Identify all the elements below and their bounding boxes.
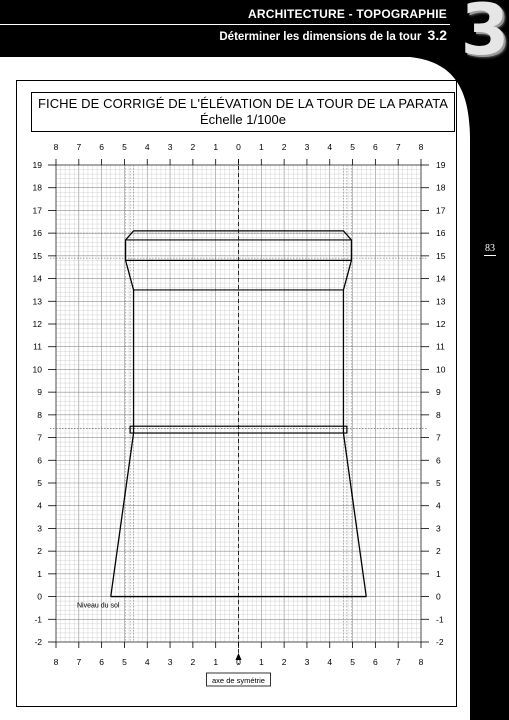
x-tick-label-bottom: 3 <box>167 657 173 667</box>
sheet-scale: Échelle 1/100e <box>199 112 286 127</box>
y-tick-label-right: 4 <box>436 500 441 511</box>
y-tick-label-left: 17 <box>32 205 42 216</box>
x-tick-label-top: 7 <box>76 142 82 152</box>
header-category: ARCHITECTURE - TOPOGRAPHIE <box>248 7 447 21</box>
x-tick-label-bottom: 7 <box>395 657 401 667</box>
y-tick-label-left: 3 <box>37 523 42 534</box>
y-tick-label-left: 9 <box>37 387 42 398</box>
x-tick-label-top: 1 <box>258 142 264 152</box>
y-tick-label-left: 11 <box>33 341 42 352</box>
y-tick-label-left: 16 <box>32 228 42 239</box>
x-tick-label-bottom: 2 <box>190 657 196 667</box>
x-tick-label-bottom: 7 <box>76 657 82 667</box>
y-tick-label-left: -2 <box>34 637 42 647</box>
x-tick-label-bottom: 5 <box>350 657 355 667</box>
y-tick-label-left: 19 <box>32 160 42 170</box>
y-tick-label-left: -1 <box>34 614 42 625</box>
y-tick-label-left: 13 <box>32 296 42 307</box>
y-tick-label-right: 16 <box>436 228 446 239</box>
x-tick-label-bottom: 4 <box>327 657 333 667</box>
y-tick-label-right: 14 <box>436 273 446 284</box>
x-tick-label-bottom: 1 <box>258 657 264 667</box>
y-tick-label-left: 1 <box>37 568 42 579</box>
y-tick-label-right: 5 <box>436 478 441 488</box>
x-tick-label-bottom: 3 <box>304 657 310 667</box>
x-tick-label-bottom: 8 <box>418 657 424 667</box>
x-tick-label-bottom: 6 <box>373 657 378 667</box>
y-tick-label-right: 2 <box>436 546 441 557</box>
y-tick-label-left: 18 <box>32 182 42 193</box>
x-tick-label-top: 7 <box>395 142 401 152</box>
x-tick-label-bottom: 1 <box>213 657 219 667</box>
x-tick-label-bottom: 0 <box>236 657 241 667</box>
y-tick-label-left: 12 <box>32 319 42 329</box>
ground-level-label: Niveau du sol <box>77 602 120 610</box>
x-tick-label-top: 3 <box>167 142 173 152</box>
x-tick-label-top: 4 <box>144 142 150 152</box>
chapter-number: 3 <box>460 0 509 71</box>
y-tick-label-left: 14 <box>32 273 42 284</box>
y-tick-label-right: -2 <box>436 637 444 647</box>
x-tick-label-bottom: 4 <box>144 657 150 667</box>
y-tick-label-right: 12 <box>436 319 446 329</box>
x-tick-label-top: 1 <box>213 142 219 152</box>
y-tick-label-right: 17 <box>436 205 446 216</box>
header-subtitle: Déterminer les dimensions de la tour <box>219 31 422 43</box>
symmetry-axis-label: axe de symétrie <box>212 676 265 685</box>
y-tick-label-left: 6 <box>37 455 42 466</box>
x-tick-label-top: 2 <box>281 142 287 152</box>
y-tick-label-right: 1 <box>436 568 441 579</box>
y-tick-label-left: 2 <box>37 546 42 557</box>
y-tick-label-right: 15 <box>436 250 446 261</box>
sheet-title: FICHE DE CORRIGÉ DE L'ÉLÉVATION DE LA TOUR DE LA PARATA <box>37 96 449 111</box>
x-tick-label-top: 3 <box>304 142 310 152</box>
x-tick-label-top: 6 <box>373 142 378 152</box>
x-tick-label-top: 5 <box>122 142 127 152</box>
y-tick-label-right: 18 <box>436 182 446 193</box>
x-tick-label-top: 8 <box>418 142 424 152</box>
y-tick-label-right: 7 <box>436 432 441 443</box>
y-tick-label-right: 10 <box>436 364 446 375</box>
x-tick-label-bottom: 2 <box>281 657 287 667</box>
x-tick-label-bottom: 6 <box>99 657 104 667</box>
y-tick-label-right: 6 <box>436 455 441 466</box>
x-tick-label-bottom: 5 <box>122 657 127 667</box>
x-tick-label-top: 8 <box>53 142 59 152</box>
y-tick-label-right: 0 <box>436 591 441 602</box>
y-tick-label-left: 10 <box>32 364 42 375</box>
x-tick-label-top: 4 <box>327 142 333 152</box>
y-tick-label-left: 0 <box>37 591 42 602</box>
y-tick-label-right: -1 <box>436 614 444 625</box>
y-tick-label-left: 4 <box>37 500 42 511</box>
y-tick-label-right: 19 <box>436 160 446 170</box>
x-tick-label-top: 5 <box>350 142 355 152</box>
y-tick-label-right: 3 <box>436 523 441 534</box>
x-tick-label-top: 6 <box>99 142 104 152</box>
y-tick-label-left: 15 <box>32 250 42 261</box>
header-section-number: 3.2 <box>427 27 447 43</box>
x-tick-label-bottom: 8 <box>53 657 59 667</box>
y-tick-label-left: 5 <box>37 478 42 488</box>
page-number: 83 <box>485 243 495 254</box>
y-tick-label-right: 9 <box>436 387 441 398</box>
y-tick-label-right: 11 <box>436 341 445 352</box>
y-tick-label-left: 7 <box>37 432 42 443</box>
x-tick-label-top: 2 <box>190 142 196 152</box>
y-tick-label-right: 13 <box>436 296 446 307</box>
y-tick-label-left: 8 <box>37 409 42 420</box>
x-tick-label-top: 0 <box>236 142 241 152</box>
y-tick-label-right: 8 <box>436 409 441 420</box>
